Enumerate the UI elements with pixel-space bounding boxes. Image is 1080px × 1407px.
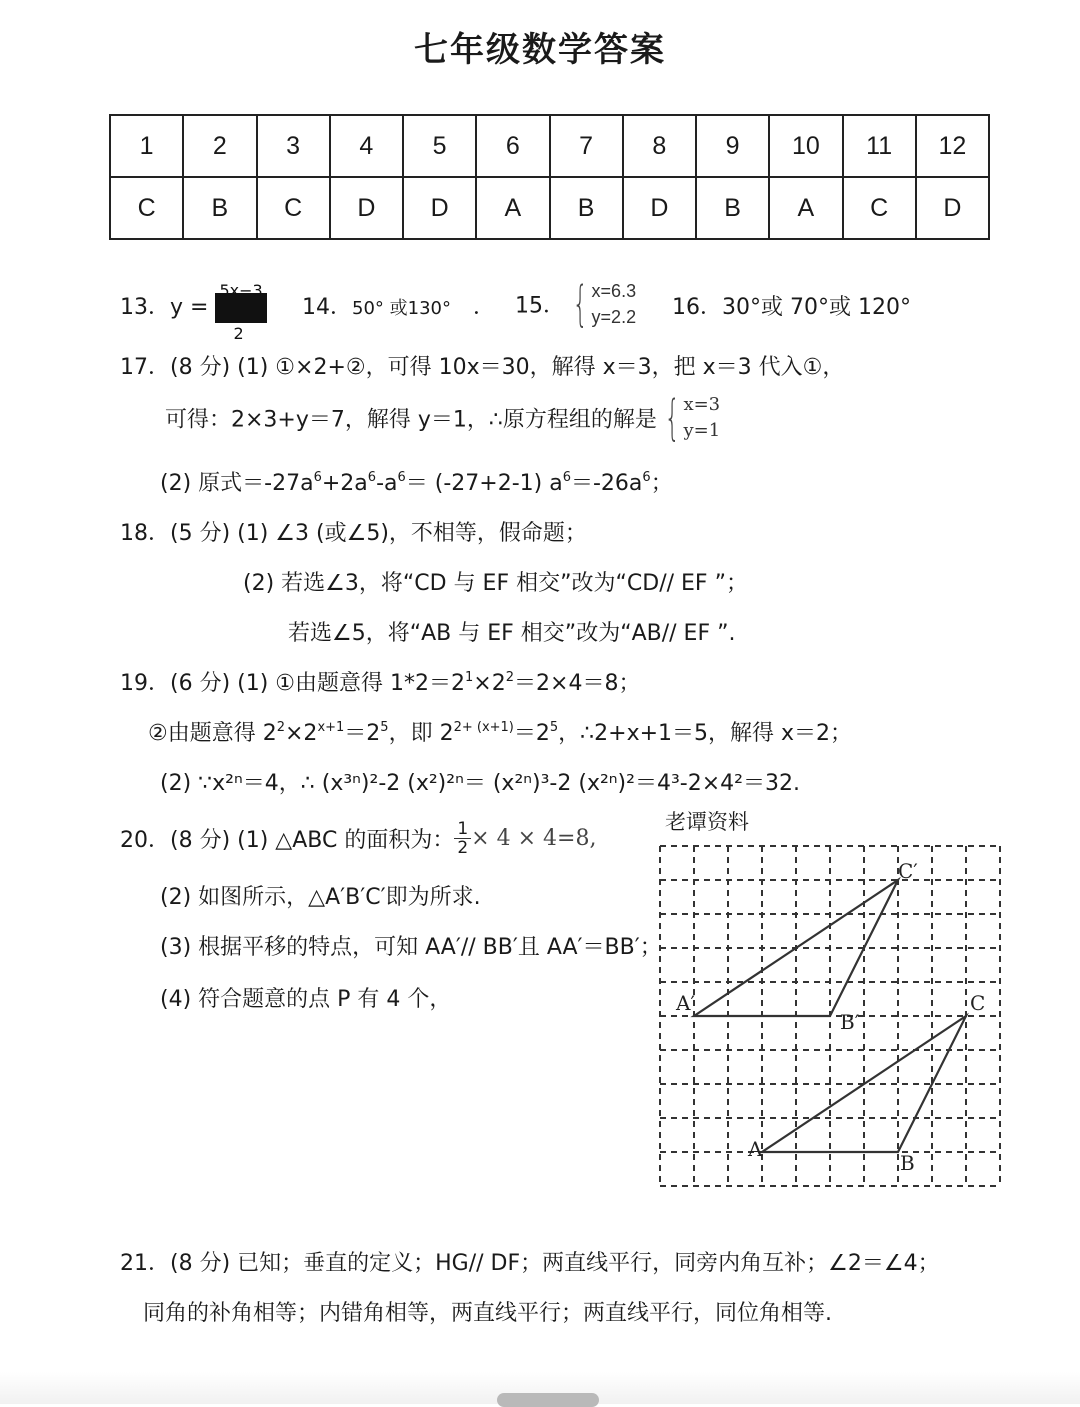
q20-line2: (2) 如图所示，△A′B′C′即为所求. <box>160 885 481 910</box>
page-title: 七年级数学答案 <box>414 30 666 70</box>
question-number-cell: 11 <box>843 115 916 177</box>
q13-answer: 13．y = 5x−3 2 <box>120 290 267 323</box>
answer-cell: C <box>110 177 183 239</box>
left-brace: { <box>572 276 588 332</box>
answer-cell: D <box>916 177 989 239</box>
question-number-cell: 9 <box>696 115 769 177</box>
q21-line1: 21．(8 分) 已知；垂直的定义；HG// DF；两直线平行，同旁内角互补；∠2＝∠4； <box>120 1251 940 1276</box>
redacted-fraction: 5x−3 2 <box>215 293 267 323</box>
answer-cell: A <box>769 177 842 239</box>
home-indicator[interactable] <box>497 1393 599 1407</box>
triangle-a1b1c1 <box>694 880 898 1016</box>
question-number-cell: 4 <box>330 115 403 177</box>
q20-line1: 20．(8 分) (1) △ABC 的面积为： $\frac{1}{2}$ × 4 × 4=8, <box>120 819 597 858</box>
answer-cell: D <box>623 177 696 239</box>
q19-line3: (2) ∵x²ⁿ＝4，∴ (x³ⁿ)²-2 (x²)²ⁿ＝ (x²ⁿ)³-2 (x²ⁿ)²＝4³-2×4²＝32. <box>160 771 800 796</box>
q17-line3: (2) 原式$=-27a^6+2a^6-a^6= (-27+2-1)$ $a^6=-26a^6$； <box>160 470 673 496</box>
figure-caption: 老谭资料 <box>665 810 749 834</box>
label-b: B <box>900 1151 915 1175</box>
question-number-cell: 8 <box>623 115 696 177</box>
question-number-cell: 3 <box>257 115 330 177</box>
question-number-cell: 6 <box>476 115 549 177</box>
answer-cell: A <box>476 177 549 239</box>
label-a: A <box>748 1137 763 1161</box>
question-number-cell: 7 <box>550 115 623 177</box>
question-number-cell: 1 <box>110 115 183 177</box>
answer-cell: D <box>403 177 476 239</box>
answer-table-answer-row <box>110 177 989 239</box>
q19-line1: 19．(6 分) (1) ①由题意得 $1*2=2^1\times 2^2=2\times 4=8$； <box>120 670 641 696</box>
label-a-prime: A′ <box>676 991 695 1015</box>
answer-cell: B <box>696 177 769 239</box>
q17-line2: 可得：2×3+y＝7，解得 y＝1，∴原方程组的解是 { x=3 y=1 <box>165 390 721 446</box>
answer-cell: D <box>330 177 403 239</box>
q18-line1: 18．(5 分) (1) ∠3 (或∠5)，不相等，假命题； <box>120 521 587 546</box>
q19-line2: ②由题意得 $2^2\times 2^{x+1}=2^5$，即 $2^{2+ (x+1)}=2^5$，∴2+x+1＝5，解得 x＝2； <box>148 720 853 746</box>
answer-cell: C <box>257 177 330 239</box>
label-c-prime: C′ <box>898 859 918 883</box>
question-number-cell: 5 <box>403 115 476 177</box>
q16-answer: 16．30°或 70°或 120° <box>672 295 911 320</box>
answer-cell: B <box>183 177 256 239</box>
translation-figure <box>650 838 1010 1198</box>
fraction-one-half: $\frac{1}{2}$ <box>454 820 471 857</box>
question-number-cell: 2 <box>183 115 256 177</box>
label-b-prime: B′ <box>840 1010 860 1034</box>
answer-cell: B <box>550 177 623 239</box>
answer-cell: C <box>843 177 916 239</box>
question-number-cell: 12 <box>916 115 989 177</box>
q17-line1: 17．(8 分) (1) ①×2+②，可得 10x＝30，解得 x＝3，把 x＝3 代入①， <box>120 355 845 380</box>
answer-table <box>109 114 990 240</box>
label-c: C <box>970 991 986 1015</box>
question-number-cell: 10 <box>769 115 842 177</box>
q18-line3: 若选∠5，将“AB 与 EF 相交”改为“AB// EF ”. <box>288 621 736 646</box>
q20-line4: (4) 符合题意的点 P 有 4 个， <box>160 987 452 1012</box>
q14-answer: 14．50° 或130° ． <box>302 295 495 320</box>
q15-answer: 15． { x=6.3 y=2.2 <box>515 276 637 332</box>
q20-line3: (3) 根据平移的特点，可知 AA′// BB′且 AA′＝BB′； <box>160 935 662 960</box>
answer-table-number-row <box>110 115 989 177</box>
q18-line2: (2) 若选∠3，将“CD 与 EF 相交”改为“CD// EF ”； <box>243 571 748 596</box>
left-brace: { <box>664 390 680 446</box>
q21-line2: 同角的补角相等；内错角相等，两直线平行；两直线平行，同位角相等. <box>143 1301 832 1326</box>
